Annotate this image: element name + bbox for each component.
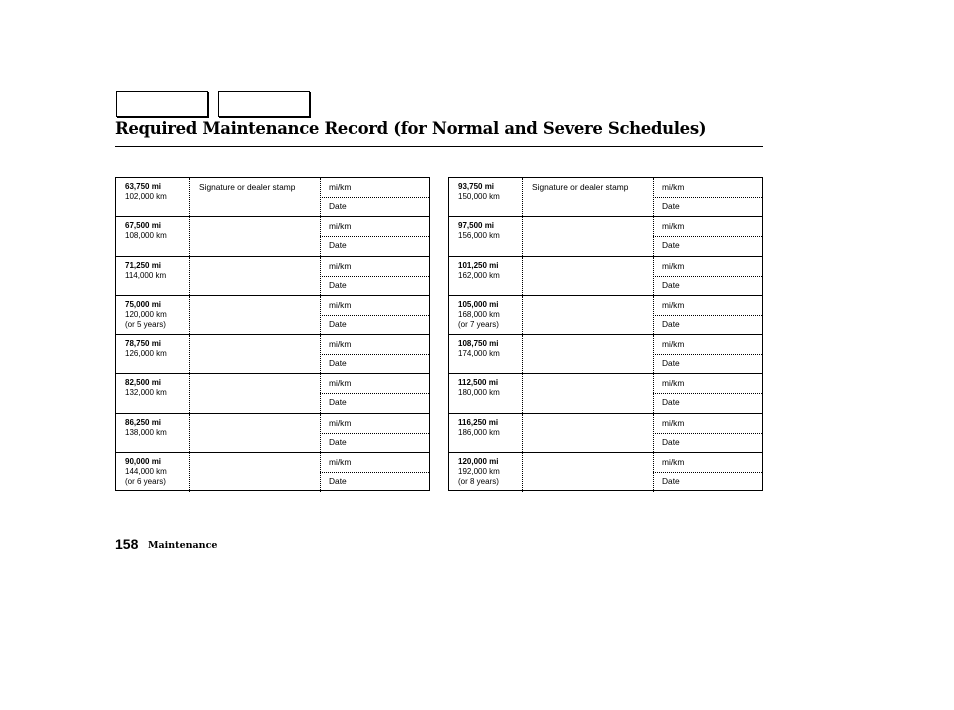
- signature-stamp-field[interactable]: [190, 453, 320, 492]
- maintenance-row: [449, 296, 762, 335]
- signature-stamp-field[interactable]: [523, 414, 653, 452]
- interval-miles: 93,750 mi: [458, 182, 495, 191]
- interval-miles: 112,500 mi: [458, 378, 499, 388]
- maintenance-row: [449, 217, 762, 256]
- interval-cell: [125, 261, 166, 281]
- signature-stamp-field[interactable]: [523, 257, 653, 295]
- mileage-label: mi/km: [662, 417, 685, 428]
- date-label: Date: [662, 397, 680, 408]
- signature-stamp-field[interactable]: [523, 374, 653, 412]
- interval-cell: [125, 182, 167, 202]
- maintenance-row: [116, 335, 429, 374]
- interval-miles: 97,500 mi: [458, 221, 495, 231]
- date-label: Date: [329, 201, 347, 211]
- date-label: Date: [662, 201, 680, 211]
- maintenance-table-right: [448, 177, 763, 491]
- interval-kilometers: 144,000 km: [125, 466, 167, 476]
- date-label: Date: [662, 436, 680, 447]
- interval-miles: 90,000 mi: [125, 456, 162, 466]
- interval-cell: [458, 221, 500, 241]
- date-label: Date: [662, 475, 680, 486]
- signature-stamp-field[interactable]: [523, 335, 653, 373]
- date-label: Date: [329, 397, 347, 408]
- interval-miles: 120,000 mi: [458, 456, 499, 466]
- nav-tab-button-2[interactable]: [218, 91, 310, 117]
- interval-cell: [125, 418, 167, 438]
- signature-stamp-field[interactable]: [523, 296, 653, 334]
- mileage-label: mi/km: [329, 417, 352, 428]
- interval-cell: [458, 418, 500, 438]
- interval-kilometers: 102,000 km: [125, 192, 167, 201]
- signature-stamp-label: Signature or dealer stamp: [199, 182, 296, 192]
- interval-years: (or 7 years): [458, 319, 499, 329]
- interval-cell: [458, 182, 500, 202]
- mileage-label: mi/km: [662, 378, 685, 389]
- interval-cell: [458, 457, 500, 487]
- maintenance-row: [116, 296, 429, 335]
- interval-kilometers: 126,000 km: [125, 349, 167, 358]
- interval-cell: [458, 261, 500, 281]
- date-label: Date: [329, 475, 347, 486]
- date-label: Date: [662, 358, 680, 368]
- interval-kilometers: 168,000 km: [458, 309, 500, 319]
- interval-miles: 105,000 mi: [458, 299, 499, 309]
- interval-kilometers: 174,000 km: [458, 349, 500, 358]
- maintenance-table-left: [115, 177, 430, 491]
- interval-kilometers: 156,000 km: [458, 231, 500, 241]
- mileage-label: mi/km: [329, 221, 352, 232]
- interval-cell: [458, 339, 500, 359]
- signature-stamp-field[interactable]: [190, 414, 320, 452]
- interval-kilometers: 108,000 km: [125, 231, 167, 241]
- interval-cell: [125, 339, 167, 359]
- mileage-label: mi/km: [329, 182, 352, 192]
- interval-kilometers: 132,000 km: [125, 388, 167, 398]
- date-label: Date: [662, 240, 680, 251]
- signature-stamp-field[interactable]: [523, 453, 653, 492]
- mileage-label: mi/km: [662, 182, 685, 192]
- interval-kilometers: 180,000 km: [458, 388, 500, 398]
- section-name: Maintenance: [148, 540, 218, 551]
- maintenance-row: [116, 257, 429, 296]
- mileage-label: mi/km: [329, 378, 352, 389]
- date-label: Date: [329, 358, 347, 368]
- interval-cell: [125, 457, 167, 487]
- date-label: Date: [329, 436, 347, 447]
- signature-stamp-field[interactable]: [190, 374, 320, 412]
- maintenance-row: [116, 217, 429, 256]
- interval-miles: 78,750 mi: [125, 339, 162, 348]
- mileage-label: mi/km: [662, 221, 685, 232]
- mileage-label: mi/km: [329, 299, 352, 310]
- maintenance-row: [449, 414, 762, 453]
- maintenance-row: [116, 453, 429, 492]
- interval-miles: 71,250 mi: [125, 260, 162, 270]
- interval-kilometers: 114,000 km: [125, 270, 167, 280]
- mileage-label: mi/km: [662, 299, 685, 310]
- interval-miles: 116,250 mi: [458, 417, 499, 427]
- mileage-label: mi/km: [662, 260, 685, 271]
- mileage-label: mi/km: [662, 456, 685, 467]
- maintenance-row: [449, 453, 762, 492]
- interval-cell: [125, 378, 167, 398]
- maintenance-row: [116, 374, 429, 413]
- title-rule: [115, 146, 763, 147]
- interval-cell: [458, 378, 500, 398]
- interval-miles: 63,750 mi: [125, 182, 162, 191]
- interval-kilometers: 192,000 km: [458, 466, 500, 476]
- interval-kilometers: 120,000 km: [125, 309, 167, 319]
- signature-stamp-field[interactable]: [190, 335, 320, 373]
- interval-miles: 82,500 mi: [125, 378, 162, 388]
- interval-kilometers: 150,000 km: [458, 192, 500, 201]
- interval-miles: 101,250 mi: [458, 260, 499, 270]
- signature-stamp-label: Signature or dealer stamp: [532, 182, 629, 192]
- interval-kilometers: 186,000 km: [458, 427, 500, 437]
- signature-stamp-field[interactable]: [190, 257, 320, 295]
- maintenance-row: [116, 178, 429, 217]
- signature-stamp-field[interactable]: [523, 217, 653, 255]
- nav-tab-button-1[interactable]: [116, 91, 208, 117]
- maintenance-row: [449, 178, 762, 217]
- date-label: Date: [329, 279, 347, 290]
- mileage-label: mi/km: [329, 339, 352, 349]
- page-title: Required Maintenance Record (for Normal and Severe Schedules): [115, 119, 707, 138]
- signature-stamp-field[interactable]: [190, 217, 320, 255]
- mileage-label: mi/km: [329, 260, 352, 271]
- interval-years: (or 6 years): [125, 476, 166, 486]
- maintenance-row: [116, 414, 429, 453]
- date-label: Date: [329, 240, 347, 251]
- interval-miles: 67,500 mi: [125, 221, 162, 231]
- interval-kilometers: 138,000 km: [125, 427, 167, 437]
- mileage-label: mi/km: [662, 339, 685, 349]
- interval-miles: 108,750 mi: [458, 339, 499, 348]
- interval-years: (or 8 years): [458, 476, 499, 486]
- page-number: 158: [115, 536, 139, 552]
- date-label: Date: [662, 279, 680, 290]
- maintenance-row: [449, 374, 762, 413]
- interval-kilometers: 162,000 km: [458, 270, 500, 280]
- date-label: Date: [662, 318, 680, 329]
- interval-cell: [125, 300, 167, 330]
- mileage-label: mi/km: [329, 456, 352, 467]
- signature-stamp-field[interactable]: [190, 296, 320, 334]
- maintenance-row: [449, 335, 762, 374]
- interval-cell: [125, 221, 167, 241]
- interval-years: (or 5 years): [125, 319, 166, 329]
- interval-miles: 75,000 mi: [125, 299, 162, 309]
- date-label: Date: [329, 318, 347, 329]
- maintenance-row: [449, 257, 762, 296]
- interval-cell: [458, 300, 500, 330]
- interval-miles: 86,250 mi: [125, 417, 162, 427]
